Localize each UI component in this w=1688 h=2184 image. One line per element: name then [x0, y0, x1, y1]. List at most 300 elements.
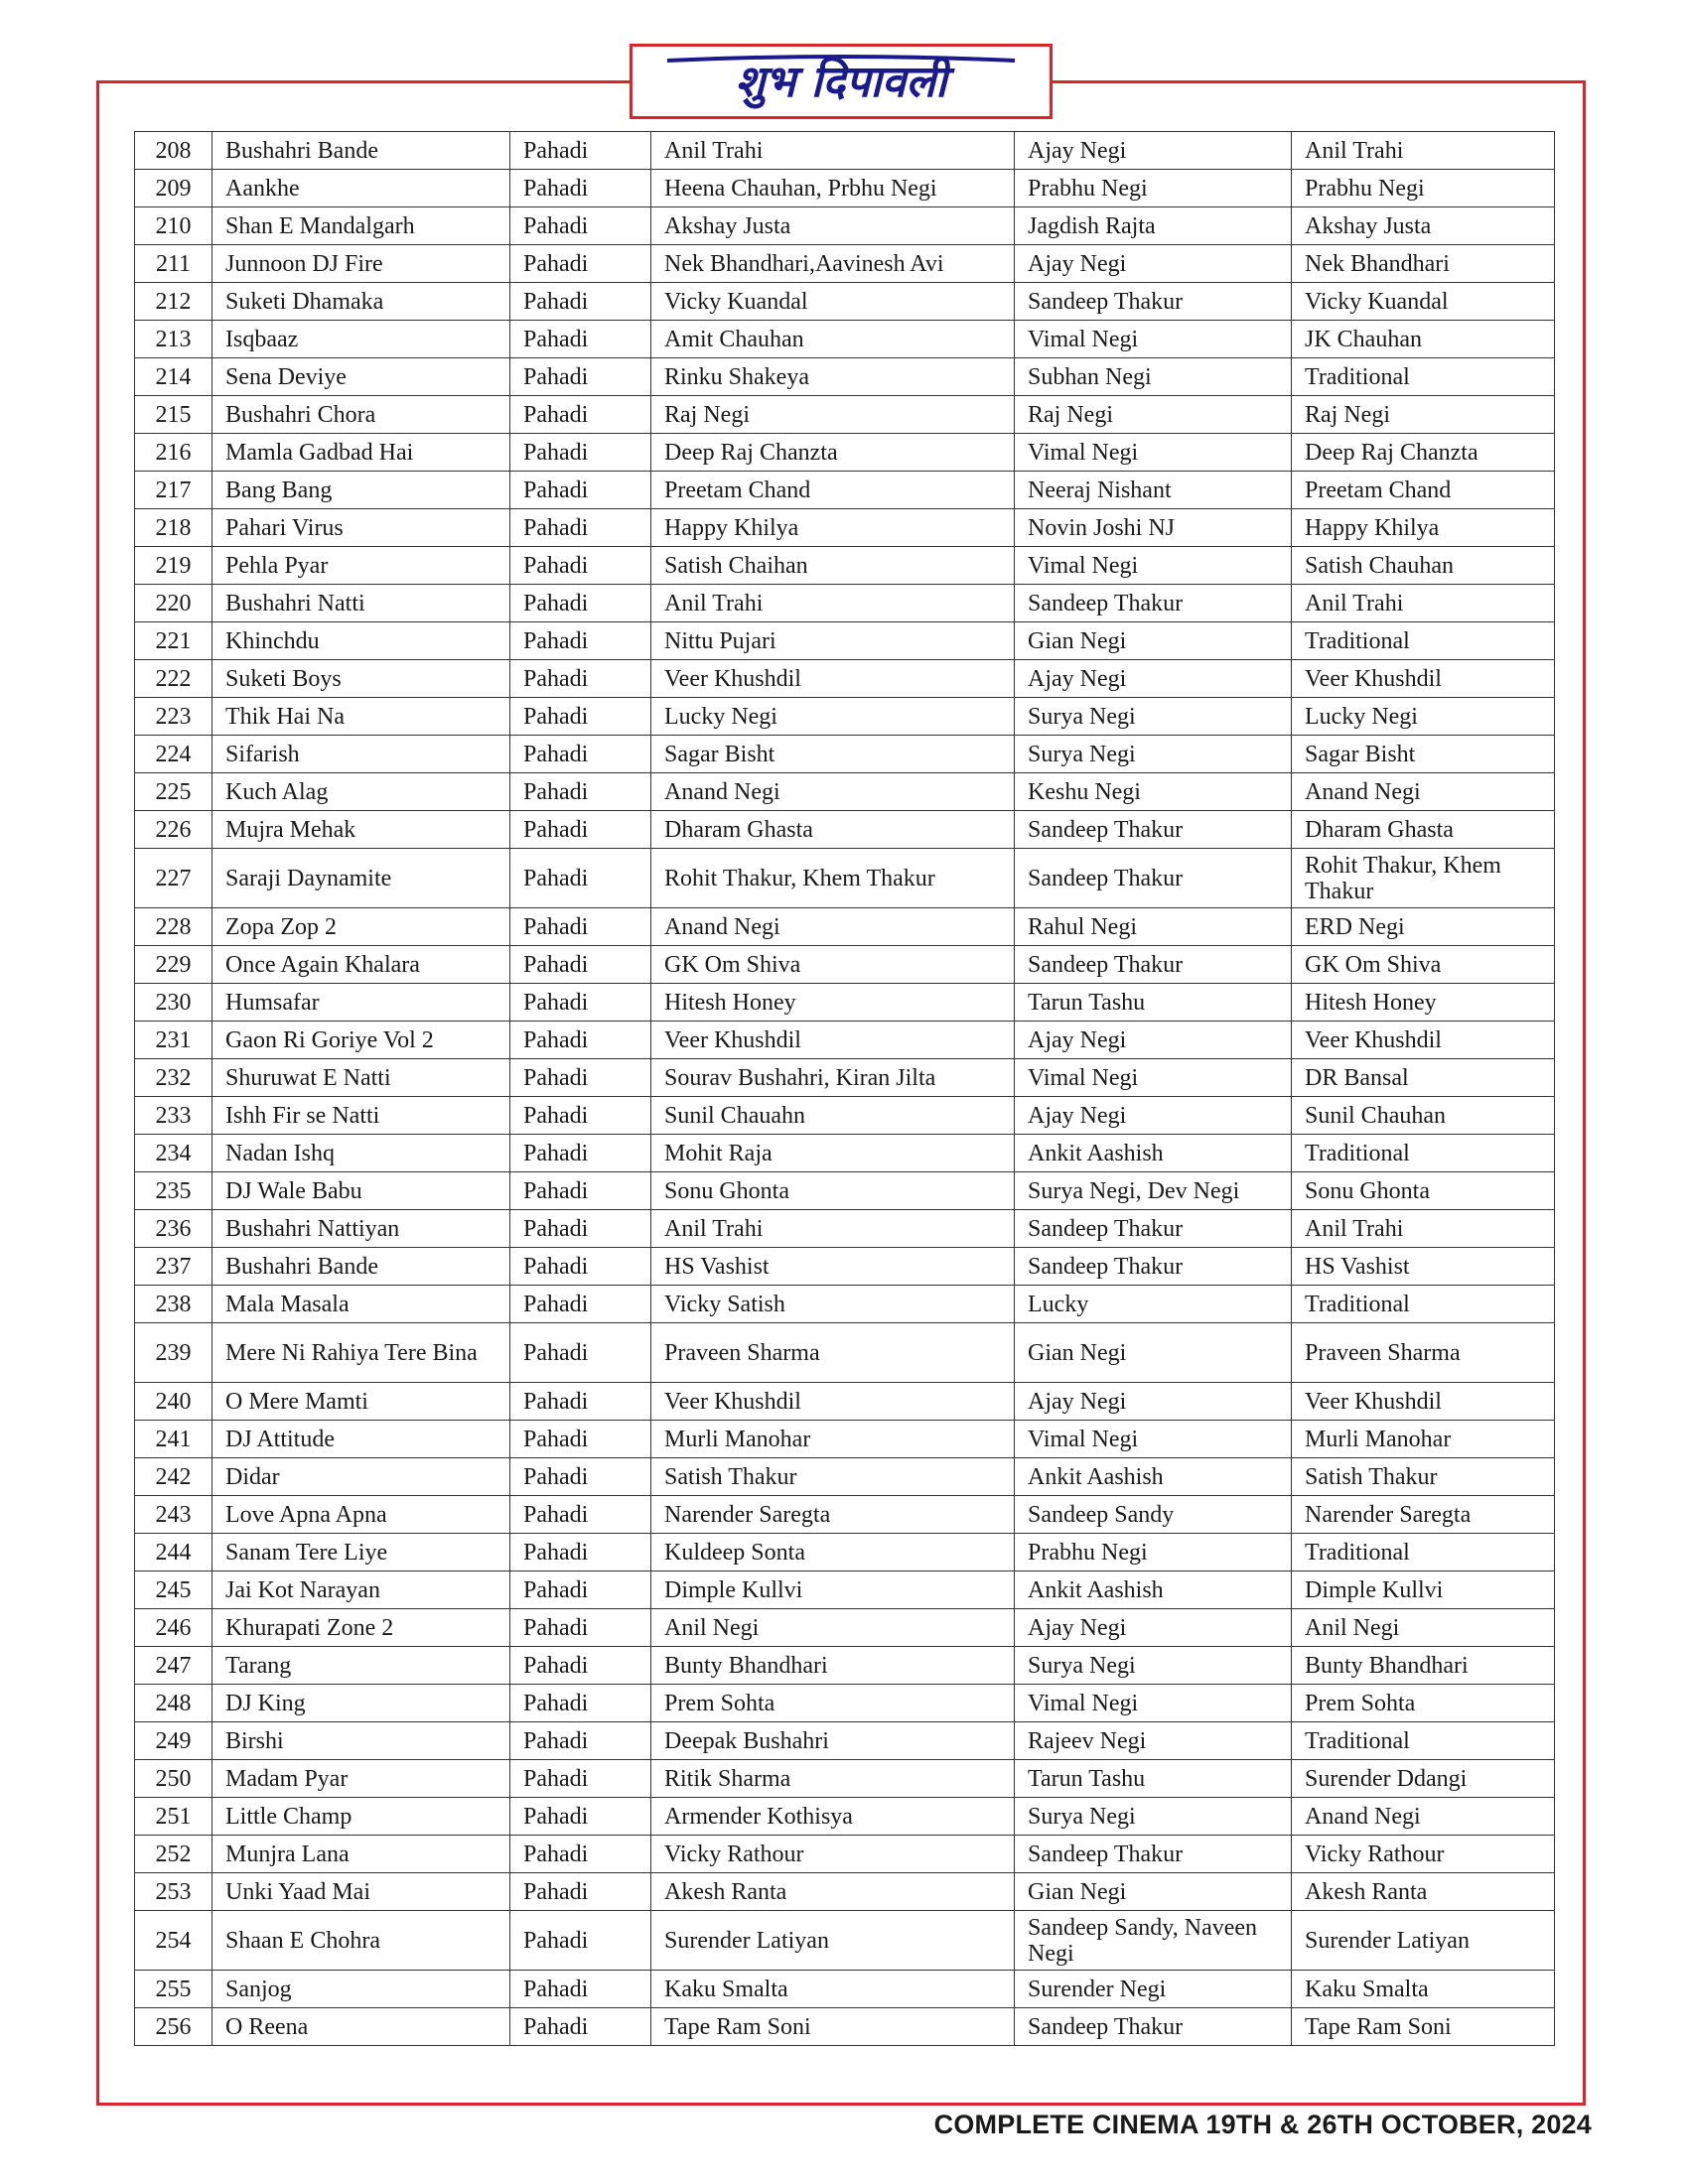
serial-number-cell: 249 [135, 1722, 212, 1760]
serial-number-cell: 209 [135, 170, 212, 207]
song-title-cell: Saraji Daynamite [212, 849, 510, 908]
director-cell: Jagdish Rajta [1015, 207, 1292, 245]
table-row [135, 908, 1555, 946]
language-cell: Pahadi [510, 1421, 651, 1458]
footer-publication-line: COMPLETE CINEMA 19TH & 26TH OCTOBER, 2024 [933, 2110, 1592, 2139]
writer-cell: Vicky Rathour [1292, 1836, 1555, 1873]
director-cell: Prabhu Negi [1015, 170, 1292, 207]
language-cell: Pahadi [510, 283, 651, 321]
language-cell: Pahadi [510, 1097, 651, 1135]
director-cell: Vimal Negi [1015, 1421, 1292, 1458]
director-cell: Ajay Negi [1015, 660, 1292, 698]
serial-number-cell: 216 [135, 434, 212, 472]
song-title-cell: Gaon Ri Goriye Vol 2 [212, 1022, 510, 1059]
song-title-cell: Zopa Zop 2 [212, 908, 510, 946]
director-cell: Lucky [1015, 1286, 1292, 1323]
serial-number-cell: 239 [135, 1323, 212, 1383]
song-title-cell: Didar [212, 1458, 510, 1496]
table-row [135, 1836, 1555, 1873]
song-title-cell: Bang Bang [212, 472, 510, 509]
serial-number-cell: 233 [135, 1097, 212, 1135]
singer-cell: Armender Kothisya [651, 1798, 1015, 1836]
director-cell: Sandeep Thakur [1015, 585, 1292, 622]
director-cell: Sandeep Thakur [1015, 946, 1292, 984]
table-row [135, 1760, 1555, 1798]
table-row [135, 849, 1555, 908]
song-title-cell: Jai Kot Narayan [212, 1571, 510, 1609]
serial-number-cell: 248 [135, 1685, 212, 1722]
writer-cell: Traditional [1292, 1534, 1555, 1571]
table-row [135, 622, 1555, 660]
writer-cell: Praveen Sharma [1292, 1323, 1555, 1383]
serial-number-cell: 232 [135, 1059, 212, 1097]
writer-cell: Veer Khushdil [1292, 1383, 1555, 1421]
director-cell: Vimal Negi [1015, 434, 1292, 472]
song-title-cell: Shuruwat E Natti [212, 1059, 510, 1097]
language-cell: Pahadi [510, 1172, 651, 1210]
serial-number-cell: 256 [135, 2008, 212, 2046]
song-title-cell: Bushahri Bande [212, 132, 510, 170]
table-row [135, 660, 1555, 698]
writer-cell: Dimple Kullvi [1292, 1571, 1555, 1609]
language-cell: Pahadi [510, 1571, 651, 1609]
director-cell: Rajeev Negi [1015, 1722, 1292, 1760]
writer-cell: Tape Ram Soni [1292, 2008, 1555, 2046]
writer-cell: ERD Negi [1292, 908, 1555, 946]
table-row [135, 1911, 1555, 1971]
table-row [135, 1458, 1555, 1496]
writer-cell: Anil Trahi [1292, 132, 1555, 170]
serial-number-cell: 238 [135, 1286, 212, 1323]
language-cell: Pahadi [510, 1609, 651, 1647]
singer-cell: Ritik Sharma [651, 1760, 1015, 1798]
language-cell: Pahadi [510, 811, 651, 849]
song-title-cell: Aankhe [212, 170, 510, 207]
table-row [135, 1059, 1555, 1097]
singer-cell: Lucky Negi [651, 698, 1015, 736]
singer-cell: Anand Negi [651, 908, 1015, 946]
writer-cell: Narender Saregta [1292, 1496, 1555, 1534]
song-title-cell: Sifarish [212, 736, 510, 773]
language-cell: Pahadi [510, 1135, 651, 1172]
singer-cell: GK Om Shiva [651, 946, 1015, 984]
language-cell: Pahadi [510, 1286, 651, 1323]
director-cell: Ajay Negi [1015, 132, 1292, 170]
song-title-cell: Munjra Lana [212, 1836, 510, 1873]
singer-cell: Surender Latiyan [651, 1911, 1015, 1971]
serial-number-cell: 219 [135, 547, 212, 585]
song-title-cell: Nadan Ishq [212, 1135, 510, 1172]
language-cell: Pahadi [510, 1383, 651, 1421]
singer-cell: Tape Ram Soni [651, 2008, 1015, 2046]
singer-cell: Veer Khushdil [651, 660, 1015, 698]
writer-cell: Anil Negi [1292, 1609, 1555, 1647]
serial-number-cell: 237 [135, 1248, 212, 1286]
director-cell: Surya Negi, Dev Negi [1015, 1172, 1292, 1210]
writer-cell: Preetam Chand [1292, 472, 1555, 509]
writer-cell: Anil Trahi [1292, 1210, 1555, 1248]
director-cell: Ankit Aashish [1015, 1135, 1292, 1172]
writer-cell: Sunil Chauhan [1292, 1097, 1555, 1135]
serial-number-cell: 251 [135, 1798, 212, 1836]
serial-number-cell: 231 [135, 1022, 212, 1059]
singer-cell: Narender Saregta [651, 1496, 1015, 1534]
director-cell: Sandeep Thakur [1015, 1248, 1292, 1286]
serial-number-cell: 215 [135, 396, 212, 434]
song-title-cell: Ishh Fir se Natti [212, 1097, 510, 1135]
language-cell: Pahadi [510, 622, 651, 660]
table-row [135, 736, 1555, 773]
table-row [135, 1798, 1555, 1836]
singer-cell: Satish Thakur [651, 1458, 1015, 1496]
language-cell: Pahadi [510, 1798, 651, 1836]
singer-cell: Sonu Ghonta [651, 1172, 1015, 1210]
shubh-dipawali-logo [647, 51, 1035, 112]
serial-number-cell: 246 [135, 1609, 212, 1647]
language-cell: Pahadi [510, 396, 651, 434]
writer-cell: Kaku Smalta [1292, 1971, 1555, 2008]
singer-cell: Dharam Ghasta [651, 811, 1015, 849]
table-row [135, 472, 1555, 509]
serial-number-cell: 221 [135, 622, 212, 660]
song-title-cell: Suketi Boys [212, 660, 510, 698]
table-row [135, 245, 1555, 283]
table-row [135, 946, 1555, 984]
singer-cell: Veer Khushdil [651, 1383, 1015, 1421]
table-row [135, 1210, 1555, 1248]
writer-cell: Hitesh Honey [1292, 984, 1555, 1022]
serial-number-cell: 247 [135, 1647, 212, 1685]
table-row [135, 321, 1555, 358]
writer-cell: Akesh Ranta [1292, 1873, 1555, 1911]
writer-cell: Murli Manohar [1292, 1421, 1555, 1458]
language-cell: Pahadi [510, 509, 651, 547]
language-cell: Pahadi [510, 1760, 651, 1798]
language-cell: Pahadi [510, 321, 651, 358]
song-title-cell: DJ Wale Babu [212, 1172, 510, 1210]
table-row [135, 1496, 1555, 1534]
writer-cell: Traditional [1292, 358, 1555, 396]
table-row [135, 1609, 1555, 1647]
song-title-cell: Tarang [212, 1647, 510, 1685]
language-cell: Pahadi [510, 434, 651, 472]
song-title-cell: Junnoon DJ Fire [212, 245, 510, 283]
singer-cell: Bunty Bhandhari [651, 1647, 1015, 1685]
director-cell: Ajay Negi [1015, 1097, 1292, 1135]
singer-cell: Kaku Smalta [651, 1971, 1015, 2008]
director-cell: Sandeep Thakur [1015, 811, 1292, 849]
serial-number-cell: 252 [135, 1836, 212, 1873]
header-banner [630, 44, 1053, 119]
language-cell: Pahadi [510, 946, 651, 984]
song-title-cell: Mala Masala [212, 1286, 510, 1323]
director-cell: Surya Negi [1015, 698, 1292, 736]
serial-number-cell: 243 [135, 1496, 212, 1534]
table-row [135, 132, 1555, 170]
language-cell: Pahadi [510, 773, 651, 811]
serial-number-cell: 253 [135, 1873, 212, 1911]
singer-cell: Dimple Kullvi [651, 1571, 1015, 1609]
writer-cell: Satish Chauhan [1292, 547, 1555, 585]
director-cell: Surya Negi [1015, 736, 1292, 773]
writer-cell: GK Om Shiva [1292, 946, 1555, 984]
song-title-cell: Bushahri Nattiyan [212, 1210, 510, 1248]
table-row [135, 1571, 1555, 1609]
song-title-cell: Pahari Virus [212, 509, 510, 547]
serial-number-cell: 244 [135, 1534, 212, 1571]
language-cell: Pahadi [510, 849, 651, 908]
language-cell: Pahadi [510, 1534, 651, 1571]
serial-number-cell: 212 [135, 283, 212, 321]
serial-number-cell: 226 [135, 811, 212, 849]
writer-cell: Akshay Justa [1292, 207, 1555, 245]
singer-cell: Praveen Sharma [651, 1323, 1015, 1383]
singer-cell: Sunil Chauahn [651, 1097, 1015, 1135]
director-cell: Gian Negi [1015, 1873, 1292, 1911]
song-title-cell: Unki Yaad Mai [212, 1873, 510, 1911]
writer-cell: Lucky Negi [1292, 698, 1555, 736]
writer-cell: Prem Sohta [1292, 1685, 1555, 1722]
singer-cell: Sourav Bushahri, Kiran Jilta [651, 1059, 1015, 1097]
singer-cell: Deep Raj Chanzta [651, 434, 1015, 472]
table-row [135, 1286, 1555, 1323]
song-title-cell: Mamla Gadbad Hai [212, 434, 510, 472]
writer-cell: Happy Khilya [1292, 509, 1555, 547]
singer-cell: Prem Sohta [651, 1685, 1015, 1722]
singer-cell: Akesh Ranta [651, 1873, 1015, 1911]
song-title-cell: Sena Deviye [212, 358, 510, 396]
language-cell: Pahadi [510, 245, 651, 283]
table-row [135, 358, 1555, 396]
serial-number-cell: 245 [135, 1571, 212, 1609]
table-row [135, 1135, 1555, 1172]
language-cell: Pahadi [510, 472, 651, 509]
song-title-cell: O Reena [212, 2008, 510, 2046]
table-row [135, 811, 1555, 849]
table-row [135, 1722, 1555, 1760]
song-title-cell: Khurapati Zone 2 [212, 1609, 510, 1647]
serial-number-cell: 229 [135, 946, 212, 984]
director-cell: Ajay Negi [1015, 1609, 1292, 1647]
serial-number-cell: 220 [135, 585, 212, 622]
director-cell: Vimal Negi [1015, 321, 1292, 358]
writer-cell: Anand Negi [1292, 1798, 1555, 1836]
song-title-cell: Khinchdu [212, 622, 510, 660]
song-title-cell: Thik Hai Na [212, 698, 510, 736]
language-cell: Pahadi [510, 1059, 651, 1097]
table-row [135, 1873, 1555, 1911]
language-cell: Pahadi [510, 1323, 651, 1383]
song-title-cell: Bushahri Bande [212, 1248, 510, 1286]
language-cell: Pahadi [510, 1911, 651, 1971]
song-title-cell: Mujra Mehak [212, 811, 510, 849]
language-cell: Pahadi [510, 2008, 651, 2046]
song-list-table [134, 131, 1555, 2046]
writer-cell: Sagar Bisht [1292, 736, 1555, 773]
song-title-cell: Shan E Mandalgarh [212, 207, 510, 245]
language-cell: Pahadi [510, 1722, 651, 1760]
serial-number-cell: 242 [135, 1458, 212, 1496]
director-cell: Sandeep Thakur [1015, 283, 1292, 321]
song-title-cell: Bushahri Natti [212, 585, 510, 622]
serial-number-cell: 214 [135, 358, 212, 396]
language-cell: Pahadi [510, 1685, 651, 1722]
director-cell: Raj Negi [1015, 396, 1292, 434]
singer-cell: Mohit Raja [651, 1135, 1015, 1172]
serial-number-cell: 234 [135, 1135, 212, 1172]
table-row [135, 1685, 1555, 1722]
singer-cell: Vicky Satish [651, 1286, 1015, 1323]
director-cell: Surender Negi [1015, 1971, 1292, 2008]
singer-cell: Nek Bhandhari,Aavinesh Avi [651, 245, 1015, 283]
song-title-cell: Bushahri Chora [212, 396, 510, 434]
song-title-cell: Shaan E Chohra [212, 1911, 510, 1971]
director-cell: Prabhu Negi [1015, 1534, 1292, 1571]
director-cell: Novin Joshi NJ [1015, 509, 1292, 547]
language-cell: Pahadi [510, 1971, 651, 2008]
director-cell: Sandeep Thakur [1015, 1210, 1292, 1248]
table-body [135, 132, 1555, 2046]
language-cell: Pahadi [510, 1248, 651, 1286]
language-cell: Pahadi [510, 1873, 651, 1911]
writer-cell: Dharam Ghasta [1292, 811, 1555, 849]
table-row [135, 1248, 1555, 1286]
director-cell: Keshu Negi [1015, 773, 1292, 811]
writer-cell: Surender Latiyan [1292, 1911, 1555, 1971]
table-row [135, 1383, 1555, 1421]
language-cell: Pahadi [510, 547, 651, 585]
singer-cell: Nittu Pujari [651, 622, 1015, 660]
singer-cell: Raj Negi [651, 396, 1015, 434]
song-title-cell: Love Apna Apna [212, 1496, 510, 1534]
director-cell: Vimal Negi [1015, 1685, 1292, 1722]
director-cell: Ankit Aashish [1015, 1458, 1292, 1496]
singer-cell: Vicky Kuandal [651, 283, 1015, 321]
writer-cell: Traditional [1292, 1722, 1555, 1760]
singer-cell: Anand Negi [651, 773, 1015, 811]
director-cell: Sandeep Thakur [1015, 849, 1292, 908]
serial-number-cell: 241 [135, 1421, 212, 1458]
language-cell: Pahadi [510, 698, 651, 736]
serial-number-cell: 235 [135, 1172, 212, 1210]
language-cell: Pahadi [510, 1210, 651, 1248]
singer-cell: Amit Chauhan [651, 321, 1015, 358]
serial-number-cell: 254 [135, 1911, 212, 1971]
writer-cell: Vicky Kuandal [1292, 283, 1555, 321]
director-cell: Subhan Negi [1015, 358, 1292, 396]
serial-number-cell: 223 [135, 698, 212, 736]
song-title-cell: Birshi [212, 1722, 510, 1760]
director-cell: Neeraj Nishant [1015, 472, 1292, 509]
table-row [135, 509, 1555, 547]
song-title-cell: Sanjog [212, 1971, 510, 2008]
singer-cell: Anil Trahi [651, 585, 1015, 622]
table-row [135, 1971, 1555, 2008]
language-cell: Pahadi [510, 132, 651, 170]
singer-cell: Anil Trahi [651, 1210, 1015, 1248]
song-title-cell: DJ King [212, 1685, 510, 1722]
writer-cell: Traditional [1292, 1286, 1555, 1323]
language-cell: Pahadi [510, 1458, 651, 1496]
singer-cell: Happy Khilya [651, 509, 1015, 547]
song-list-table-container [134, 131, 1554, 2046]
singer-cell: Vicky Rathour [651, 1836, 1015, 1873]
director-cell: Surya Negi [1015, 1647, 1292, 1685]
director-cell: Sandeep Thakur [1015, 2008, 1292, 2046]
writer-cell: Veer Khushdil [1292, 660, 1555, 698]
director-cell: Ajay Negi [1015, 1022, 1292, 1059]
song-title-cell: Isqbaaz [212, 321, 510, 358]
table-row [135, 1323, 1555, 1383]
singer-cell: Preetam Chand [651, 472, 1015, 509]
language-cell: Pahadi [510, 660, 651, 698]
song-title-cell: Little Champ [212, 1798, 510, 1836]
song-title-cell: Humsafar [212, 984, 510, 1022]
writer-cell: Satish Thakur [1292, 1458, 1555, 1496]
song-title-cell: Mere Ni Rahiya Tere Bina [212, 1323, 510, 1383]
singer-cell: Kuldeep Sonta [651, 1534, 1015, 1571]
serial-number-cell: 255 [135, 1971, 212, 2008]
logo-text: शुभ दिपावली [735, 57, 947, 107]
serial-number-cell: 250 [135, 1760, 212, 1798]
table-row [135, 283, 1555, 321]
director-cell: Ajay Negi [1015, 245, 1292, 283]
singer-cell: Akshay Justa [651, 207, 1015, 245]
table-row [135, 585, 1555, 622]
singer-cell: Rinku Shakeya [651, 358, 1015, 396]
song-title-cell: Madam Pyar [212, 1760, 510, 1798]
language-cell: Pahadi [510, 170, 651, 207]
song-title-cell: Suketi Dhamaka [212, 283, 510, 321]
writer-cell: Traditional [1292, 622, 1555, 660]
singer-cell: Heena Chauhan, Prbhu Negi [651, 170, 1015, 207]
serial-number-cell: 230 [135, 984, 212, 1022]
song-title-cell: Once Again Khalara [212, 946, 510, 984]
singer-cell: HS Vashist [651, 1248, 1015, 1286]
serial-number-cell: 236 [135, 1210, 212, 1248]
table-row [135, 1172, 1555, 1210]
table-row [135, 698, 1555, 736]
serial-number-cell: 225 [135, 773, 212, 811]
writer-cell: Veer Khushdil [1292, 1022, 1555, 1059]
writer-cell: Surender Ddangi [1292, 1760, 1555, 1798]
singer-cell: Hitesh Honey [651, 984, 1015, 1022]
serial-number-cell: 211 [135, 245, 212, 283]
writer-cell: Anand Negi [1292, 773, 1555, 811]
table-row [135, 170, 1555, 207]
serial-number-cell: 227 [135, 849, 212, 908]
writer-cell: DR Bansal [1292, 1059, 1555, 1097]
language-cell: Pahadi [510, 908, 651, 946]
director-cell: Rahul Negi [1015, 908, 1292, 946]
director-cell: Tarun Tashu [1015, 984, 1292, 1022]
serial-number-cell: 217 [135, 472, 212, 509]
song-title-cell: DJ Attitude [212, 1421, 510, 1458]
table-row [135, 396, 1555, 434]
table-row [135, 1534, 1555, 1571]
language-cell: Pahadi [510, 1647, 651, 1685]
language-cell: Pahadi [510, 1022, 651, 1059]
table-row [135, 2008, 1555, 2046]
director-cell: Ankit Aashish [1015, 1571, 1292, 1609]
language-cell: Pahadi [510, 207, 651, 245]
writer-cell: HS Vashist [1292, 1248, 1555, 1286]
serial-number-cell: 228 [135, 908, 212, 946]
singer-cell: Deepak Bushahri [651, 1722, 1015, 1760]
table-row [135, 1647, 1555, 1685]
director-cell: Sandeep Thakur [1015, 1836, 1292, 1873]
writer-cell: Deep Raj Chanzta [1292, 434, 1555, 472]
